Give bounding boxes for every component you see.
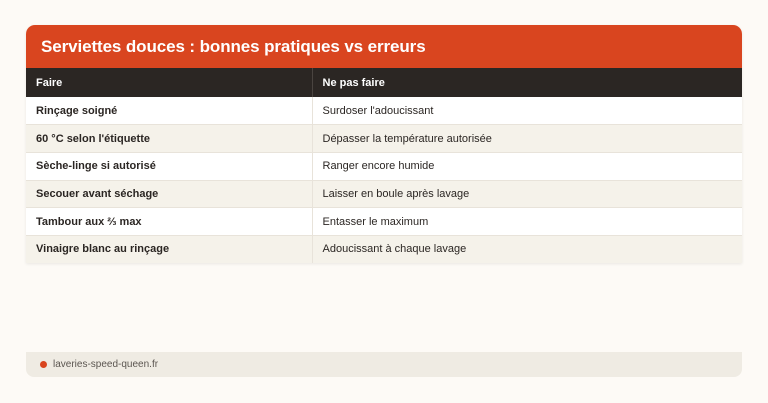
dont-cell: Ranger encore humide <box>312 152 742 180</box>
column-header-dont: Ne pas faire <box>322 76 385 89</box>
do-cell: Rinçage soigné <box>26 97 312 125</box>
table-row <box>26 97 742 125</box>
do-cell: Vinaigre blanc au rinçage <box>26 235 312 263</box>
dont-cell: Surdoser l'adoucissant <box>312 97 742 125</box>
do-cell: 60 °C selon l'étiquette <box>26 125 312 153</box>
footer-site-link[interactable]: laveries-speed-queen.fr <box>53 359 159 370</box>
dont-cell: Adoucissant à chaque lavage <box>312 235 742 263</box>
dont-cell: Laisser en boule après lavage <box>312 180 742 208</box>
table-row <box>26 208 742 236</box>
table-row <box>26 125 742 153</box>
card-title: Serviettes douces : bonnes pratiques vs erreurs <box>26 25 742 68</box>
column-header-do: Faire <box>26 68 312 97</box>
dont-cell: Entasser le maximum <box>312 208 742 236</box>
table-row <box>26 180 742 208</box>
comparison-card <box>26 25 742 263</box>
footer <box>26 352 742 377</box>
table-row <box>26 152 742 180</box>
comparison-table <box>26 68 742 263</box>
do-cell: Tambour aux ⅔ max <box>26 208 312 236</box>
dot-icon <box>40 361 47 368</box>
dont-cell: Dépasser la température autorisée <box>312 125 742 153</box>
do-cell: Secouer avant séchage <box>26 180 312 208</box>
do-cell: Sèche-linge si autorisé <box>26 152 312 180</box>
table-header-row <box>26 68 742 97</box>
table-row <box>26 235 742 263</box>
